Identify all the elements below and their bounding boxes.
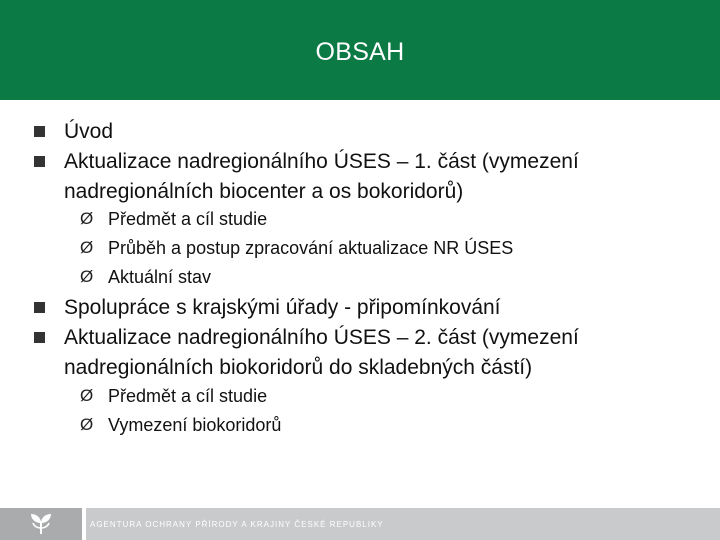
bullet-item-cooperation: Spolupráce s krajskými úřady - připomínkování	[64, 293, 501, 323]
sub-item-label: Aktuální stav	[108, 267, 212, 287]
bullet-line: Aktualizace nadregionálního ÚSES – 2. část (vymezení	[64, 326, 579, 349]
footer-bar	[0, 508, 720, 540]
arrow-bullet-icon: Ø	[80, 209, 94, 228]
agency-leaf-logo-icon	[28, 512, 54, 536]
bullet-item-part1	[64, 147, 664, 207]
sub-item	[80, 384, 268, 408]
sub-item	[80, 207, 268, 231]
sub-item-label: Vymezení biokoridorů	[108, 415, 282, 435]
bullet-line: nadregionálních biokoridorů do skladebných částí)	[64, 356, 533, 379]
footer-logo-box	[0, 508, 82, 540]
arrow-bullet-icon: Ø	[80, 267, 94, 286]
sub-item	[80, 236, 514, 260]
bullet-line: nadregionálních biocenter a os bokoridorů)	[64, 180, 464, 203]
sub-item	[80, 265, 212, 289]
page-title: OBSAH	[315, 38, 405, 66]
bullet-item-intro: Úvod	[64, 117, 113, 147]
arrow-bullet-icon: Ø	[80, 386, 94, 405]
sub-item-label: Průběh a postup zpracování aktualizace NR ÚSES	[108, 238, 514, 258]
arrow-bullet-icon: Ø	[80, 238, 94, 257]
bullet-line: Aktualizace nadregionálního ÚSES – 1. část (vymezení	[64, 150, 579, 173]
sub-item-label: Předmět a cíl studie	[108, 209, 268, 229]
sub-item	[80, 413, 282, 437]
arrow-bullet-icon: Ø	[80, 415, 94, 434]
bullet-item-part2	[64, 323, 664, 383]
footer-agency-name: AGENTURA OCHRANY PŘÍRODY A KRAJINY ČESKÉ REPUBLIKY	[90, 520, 384, 529]
sub-item-label: Předmět a cíl studie	[108, 386, 268, 406]
